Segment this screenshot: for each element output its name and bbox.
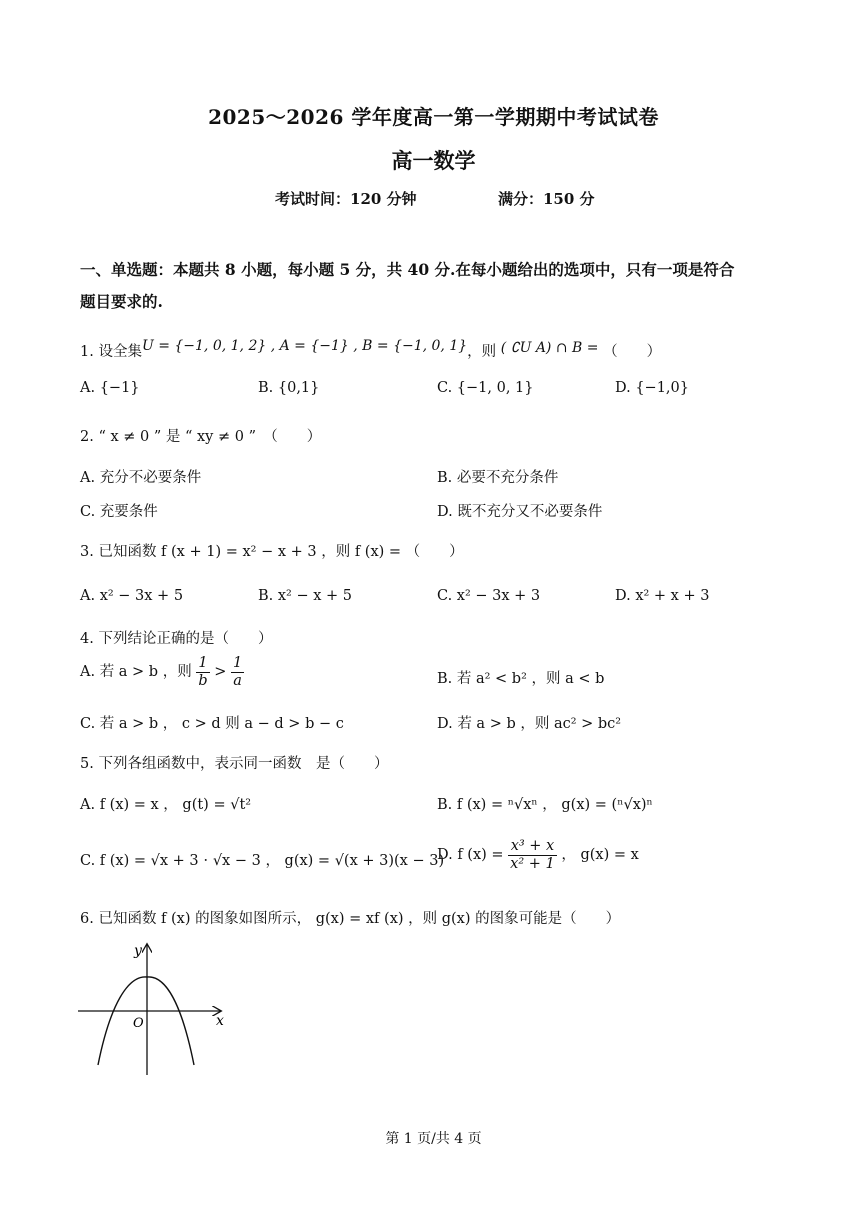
q2-option-c: C. 充要条件	[80, 504, 158, 520]
q5d-suffix: ， g(x) = x	[561, 847, 639, 864]
q1-option-d: D. {−1,0}	[615, 380, 689, 396]
q3-option-b: B. x² − x + 5	[258, 588, 353, 604]
section-heading-line2: 题目要求的.	[80, 292, 163, 311]
q1-option-a: A. {−1}	[80, 380, 140, 396]
q4a-greater: >	[214, 664, 227, 681]
page-footer: 第 1 页/共 4 页	[385, 1131, 482, 1147]
q5-option-c: C. f (x) = √x + 3 ⋅ √x − 3 ， g(x) = √(x + 3)(x − 3)	[80, 853, 445, 869]
q5d-fraction: $\frac{\text{x³ + x}}{\text{x² + 1}}$	[510, 838, 555, 872]
q1-mid: ，则	[467, 344, 497, 360]
question-1	[80, 340, 661, 361]
q3-option-d: D. x² + x + 3	[615, 588, 710, 604]
q5d-prefix: D. f (x) =	[437, 847, 504, 864]
full-score: 满分：150 分	[498, 190, 595, 208]
q3-option-a: A. x² − 3x + 5	[80, 588, 184, 604]
q1-prefix: 1. 设全集	[80, 344, 142, 360]
q4a-fraction-2: $\frac{1}{a}$	[232, 655, 243, 689]
q4a-fraction-1: $\frac{1}{b}$	[198, 655, 208, 689]
q1-option-b: B. {0,1}	[258, 380, 320, 396]
q4a-prefix: A. 若 a > b ，则	[80, 664, 192, 681]
q2-option-b: B. 必要不充分条件	[437, 470, 559, 486]
question-5: 5. 下列各组函数中，表示同一函数 是（ ）	[80, 756, 389, 772]
section-heading-line1: 一、单选题：本题共 8 小题，每小题 5 分，共 40 分.在每小题给出的选项中，只有一项是符合	[80, 260, 735, 279]
question-2: 2. “ x ≠ 0 ” 是 “ xy ≠ 0 ” （ ）	[80, 429, 322, 445]
exam-time: 考试时间：120 分钟	[275, 190, 417, 208]
q4-option-d: D. 若 a > b ，则 ac² > bc²	[437, 716, 622, 732]
x-axis-label: x	[216, 1013, 224, 1029]
subject-title: 高一数学	[391, 148, 476, 173]
q5-option-a: A. f (x) = x ， g(t) = √t²	[80, 797, 252, 813]
q4-option-a	[80, 655, 244, 689]
q6-function-graph	[70, 935, 240, 1085]
question-4: 4. 下列结论正确的是（ ）	[80, 631, 273, 647]
q2-option-d: D. 既不充分又不必要条件	[437, 504, 603, 520]
parabola-curve	[98, 977, 194, 1065]
q1-bracket: （ ）	[603, 344, 662, 360]
q5-option-b: B. f (x) = ⁿ√xⁿ ， g(x) = (ⁿ√x)ⁿ	[437, 797, 653, 813]
q4-option-c: C. 若 a > b ， c > d 则 a − d > b − c	[80, 716, 344, 732]
q2-option-a: A. 充分不必要条件	[80, 470, 202, 486]
q1-option-c: C. {−1, 0, 1}	[437, 380, 534, 396]
question-3: 3. 已知函数 f (x + 1) = x² − x + 3 ，则 f (x) = （ ）	[80, 544, 464, 560]
q1-expression: ( ∁U A) ∩ B =	[500, 340, 599, 356]
question-6: 6. 已知函数 f (x) 的图象如图所示， g(x) = xf (x) ，则 g(x) 的图象可能是（ ）	[80, 911, 621, 927]
q5-option-d	[437, 838, 639, 872]
y-axis-label: y	[134, 943, 142, 959]
q3-option-c: C. x² − 3x + 3	[437, 588, 541, 604]
origin-label: O	[133, 1016, 144, 1031]
exam-title: 2025～2026 学年度高一第一学期期中考试试卷	[208, 105, 659, 129]
q4-option-b: B. 若 a² < b² ，则 a < b	[437, 671, 605, 687]
q1-sets: U = {−1, 0, 1, 2} , A = {−1} , B = {−1, 0, 1}	[141, 338, 468, 354]
